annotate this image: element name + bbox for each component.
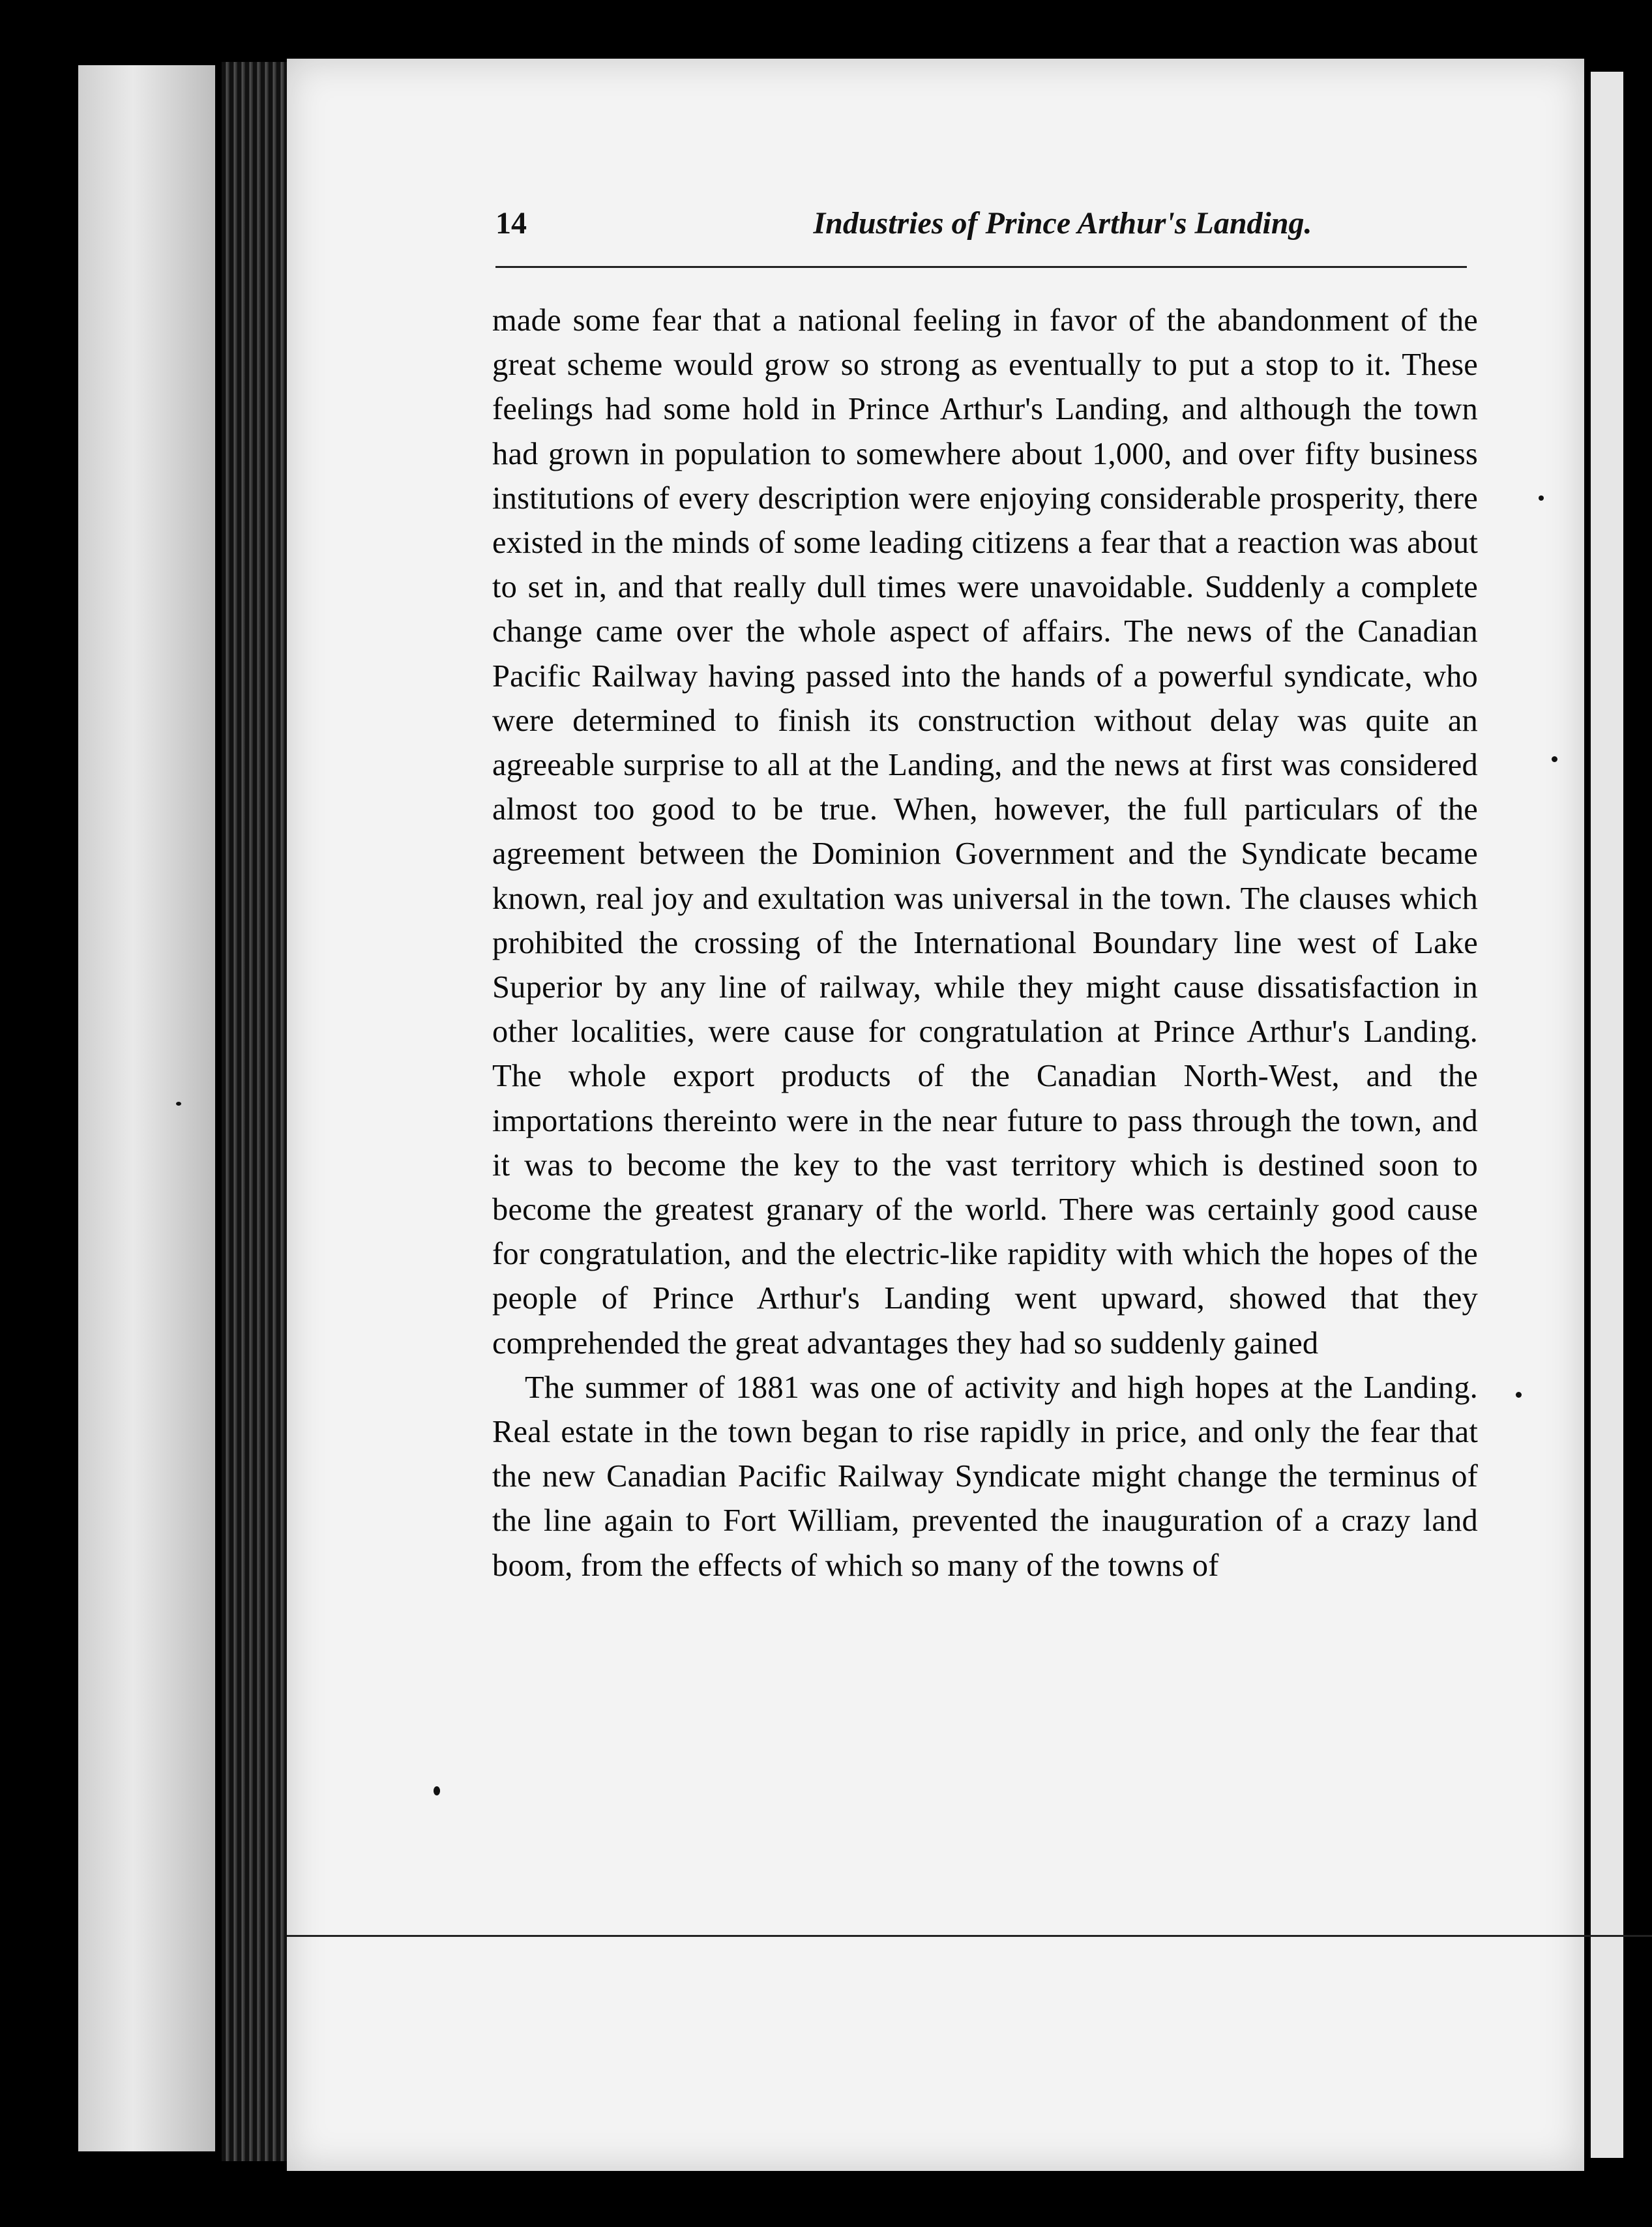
scan-speck — [434, 1786, 440, 1795]
paragraph: made some fear that a national feeling in favor of the abandonment of the great scheme would grow so strong as eventually to put a stop to it. These feelings had some hold in Prince Arthur's Landing, and although the town had grown in population to somewhere about 1,000, and over fifty business institutions of every description were enjoying considerable prosperity, there existed in the minds of some leading citizens a fear that a reaction was about to set in, and that really dull times were unavoidable. Suddenly a complete change came over the whole aspect of affairs. The news of the Canadian Pacific Railway having passed into the hands of a powerful syndicate, who were determined to finish its construction without delay was quite an agreeable surprise to all at the Landing, and the news at first was considered almost too good to be true. When, however, the full particulars of the agreement between the Dominion Government and the Syndicate became known, real joy and exultation was universal in the town. The clauses which prohibited the crossing of the International Boundary line west of Lake Superior by any line of railway, while they might cause dissatisfaction in other localities, were cause for congratulation at Prince Arthur's Landing. The whole export products of the Canadian North-West, and the importations thereinto were in the near future to pass through the town, and it was to become the key to the vast territory which is destined soon to become the greatest granary of the world. There was certainly good cause for congratulation, and the electric-like rapidity with which the hopes of the people of Prince Arthur's Landing went upward, showed that they comprehended the great advantages they had so suddenly gained — [492, 303, 1478, 1361]
body-text — [492, 299, 1478, 1588]
scan-speck — [176, 1102, 181, 1106]
running-head — [495, 205, 1473, 251]
scan-speck — [1516, 1392, 1522, 1398]
book-spine-edge — [222, 62, 293, 2161]
running-title: Industries of Prince Arthur's Landing. — [813, 206, 1312, 241]
paragraph: The summer of 1881 was one of activity and high hopes at the Landing. Real estate in the town began to rise rapidly in price, and only the fear that the new Canadian Pacific Railway Syndicate might change the terminus of the line again to Fort William, prevented the inauguration of a crazy land boom, from the effects of which so many of the towns of — [492, 1370, 1478, 1583]
header-rule — [495, 266, 1467, 268]
scan-bottom-line — [287, 1935, 1652, 1937]
adjacent-page-sliver — [78, 65, 215, 2151]
scan-speck — [1552, 756, 1557, 762]
next-page-edge — [1591, 72, 1623, 2158]
scan-speck — [1539, 495, 1544, 501]
page-number: 14 — [495, 206, 527, 241]
